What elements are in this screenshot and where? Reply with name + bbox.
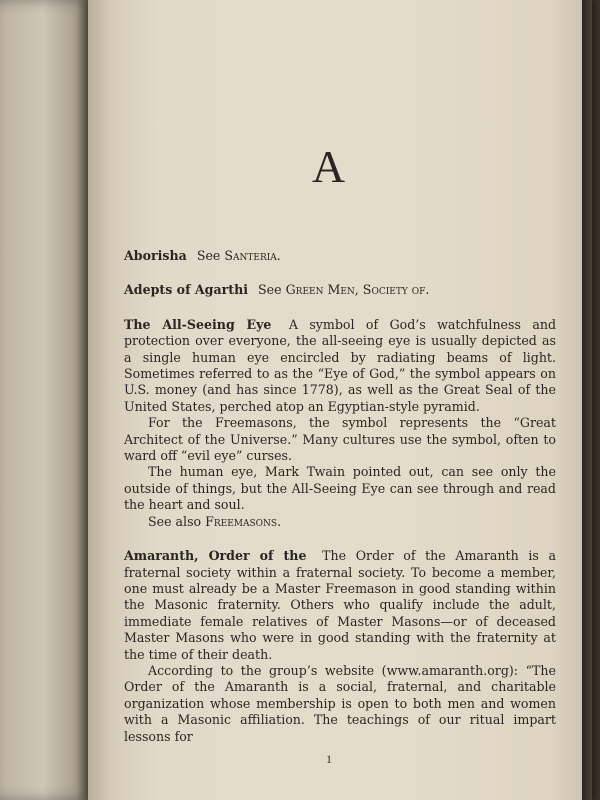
entry-aborisha [124,248,556,264]
entry-paragraph: For the Freemasons, the symbol represents the “Great Architect of the Universe.” Many cultures use the symbol, often to ward off “evil eye” curses. [124,415,556,464]
page-right-shadow [582,0,592,800]
entry-paragraph: The human eye, Mark Twain pointed out, can see only the outside of things, but the All-Seeing Eye can see through and read the heart and soul. [124,464,556,513]
entry-all-seeing-eye [124,317,556,530]
see-label: See [258,282,282,298]
see-label: See also [148,513,202,529]
entry-headword: The All-Seeing Eye [124,316,272,332]
entry-headword: Aborisha [124,248,187,263]
see-label: See [196,248,221,263]
see-target: Freemasons. [205,513,282,529]
see-target: Green Men, Society of. [285,282,430,298]
entry-paragraph: A symbol of God’s watchfulness and protection over everyone, the all-seeing eye is usually depicted as a single human eye encircled by radiating beams of light. Sometimes referred to as the “Eye of God,” the symbol appears on U.S. money (and has since 1778), as well as the Great Seal of the United States, perched atop an Egyptian-style pyramid. [124,316,557,414]
see-target: Santeria. [224,248,281,263]
entry-paragraph: The Order of the Amaranth is a fraternal society within a fraternal society. To become a member, one must already be a Master Freemason in good standing within the Masonic fraternity. Others who qualify include the adult, immediate female relatives of Master Masons—or of deceased Master Masons who were in good standing with the fraternity at the time of their death. [124,548,556,662]
chapter-letter: A [311,141,347,192]
entry-amaranth-order [124,548,556,745]
previous-page-edge [0,0,95,800]
entry-headword: Amaranth, Order of the [124,548,307,564]
entry-adepts-of-agarthi [124,282,556,298]
entry-headword: Adepts of Agarthi [124,282,249,298]
book-page [88,0,592,800]
entry-list [124,248,556,763]
page-number: 1 [326,752,332,766]
entry-paragraph: According to the group’s website (www.amaranth.org): “The Order of the Amaranth is a social, fraternal, and charitable organization whose membership is open to both men and women with a Masonic affiliation. The teachings of our ritual impart lessons for [124,662,556,744]
